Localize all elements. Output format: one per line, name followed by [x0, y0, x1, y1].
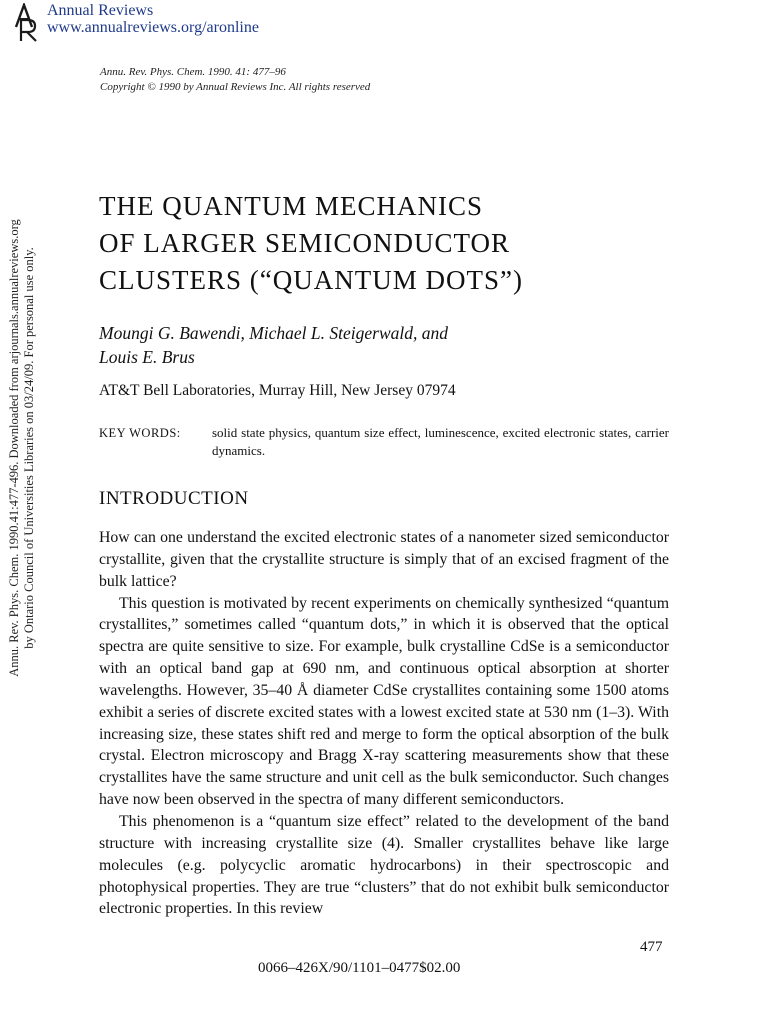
title-line-3: CLUSTERS (“QUANTUM DOTS”) [99, 265, 523, 295]
annual-reviews-logo-icon [13, 3, 39, 43]
publisher-url-link[interactable]: www.annualreviews.org/aronline [47, 19, 259, 36]
keywords-label: KEY WORDS: [99, 426, 181, 440]
affiliation: AT&T Bell Laboratories, Murray Hill, New Jersey 07974 [99, 382, 456, 399]
journal-citation: Annu. Rev. Phys. Chem. 1990. 41: 477–96 [100, 66, 286, 78]
side-note-line-1: Annu. Rev. Phys. Chem. 1990.41:477-496. Downloaded from arjournals.annualreviews.org [7, 219, 21, 677]
article-title [99, 188, 523, 299]
keywords-block [99, 424, 669, 460]
introduction-body [99, 527, 669, 920]
keywords-text: solid state physics, quantum size effect, luminescence, excited electronic states, carrier dynamics. [212, 425, 669, 458]
page-number: 477 [640, 939, 663, 955]
body-paragraph-3: This phenomenon is a “quantum size effect” related to the development of the band structure with increasing crystallite size (4). Smaller crystallites behave like large molecules (e.g. polycyclic aromatic hydrocarbons) in their spectroscopic and photophysical properties. They are true “clusters” that do not exhibit bulk semiconductor electronic properties. In this review [99, 812, 669, 918]
title-line-1: THE QUANTUM MECHANICS [99, 191, 483, 221]
document-code: 0066–426X/90/1101–0477$02.00 [258, 960, 461, 976]
citation-block [100, 65, 370, 95]
title-line-2: OF LARGER SEMICONDUCTOR [99, 228, 511, 258]
author-list [99, 321, 448, 369]
annual-reviews-header [47, 2, 259, 36]
body-paragraph-2: This question is motivated by recent experiments on chemically synthesized “quantum crystallites,” sometimes called “quantum dots,” in which it is observed that the optical spectra are quite sensitive to size. For example, bulk crystalline CdSe is a semiconductor with an optical band gap at 690 nm, and continuous optical absorption at shorter wavelengths. However, 35–40 Å diameter CdSe crystallites containing some 1500 atoms exhibit a series of discrete excited states with a lowest excited state at 530 nm (1–3). With increasing size, these states shift red and merge to form the optical absorption of the bulk crystal. Electron microscopy and Bragg X-ray scattering measurements show that these crystallites have the same structure and unit cell as the bulk semiconductor. Such changes have now been observed in the spectra of many different semiconductors. [99, 594, 669, 809]
body-paragraph-1: How can one understand the excited electronic states of a nanometer sized semiconductor crystallite, given that the crystallite structure is simply that of an excised fragment of the bulk lattice? [99, 529, 669, 590]
publisher-name: Annual Reviews [47, 2, 154, 19]
author-line-1: Moungi G. Bawendi, Michael L. Steigerwald, and [99, 323, 448, 343]
introduction-heading: INTRODUCTION [99, 488, 249, 509]
author-line-2: Louis E. Brus [99, 347, 195, 367]
side-note-line-2: by Ontario Council of Universities Libraries on 03/24/09. For personal use only. [22, 247, 36, 649]
copyright-notice: Copyright © 1990 by Annual Reviews Inc. All rights reserved [100, 81, 371, 93]
